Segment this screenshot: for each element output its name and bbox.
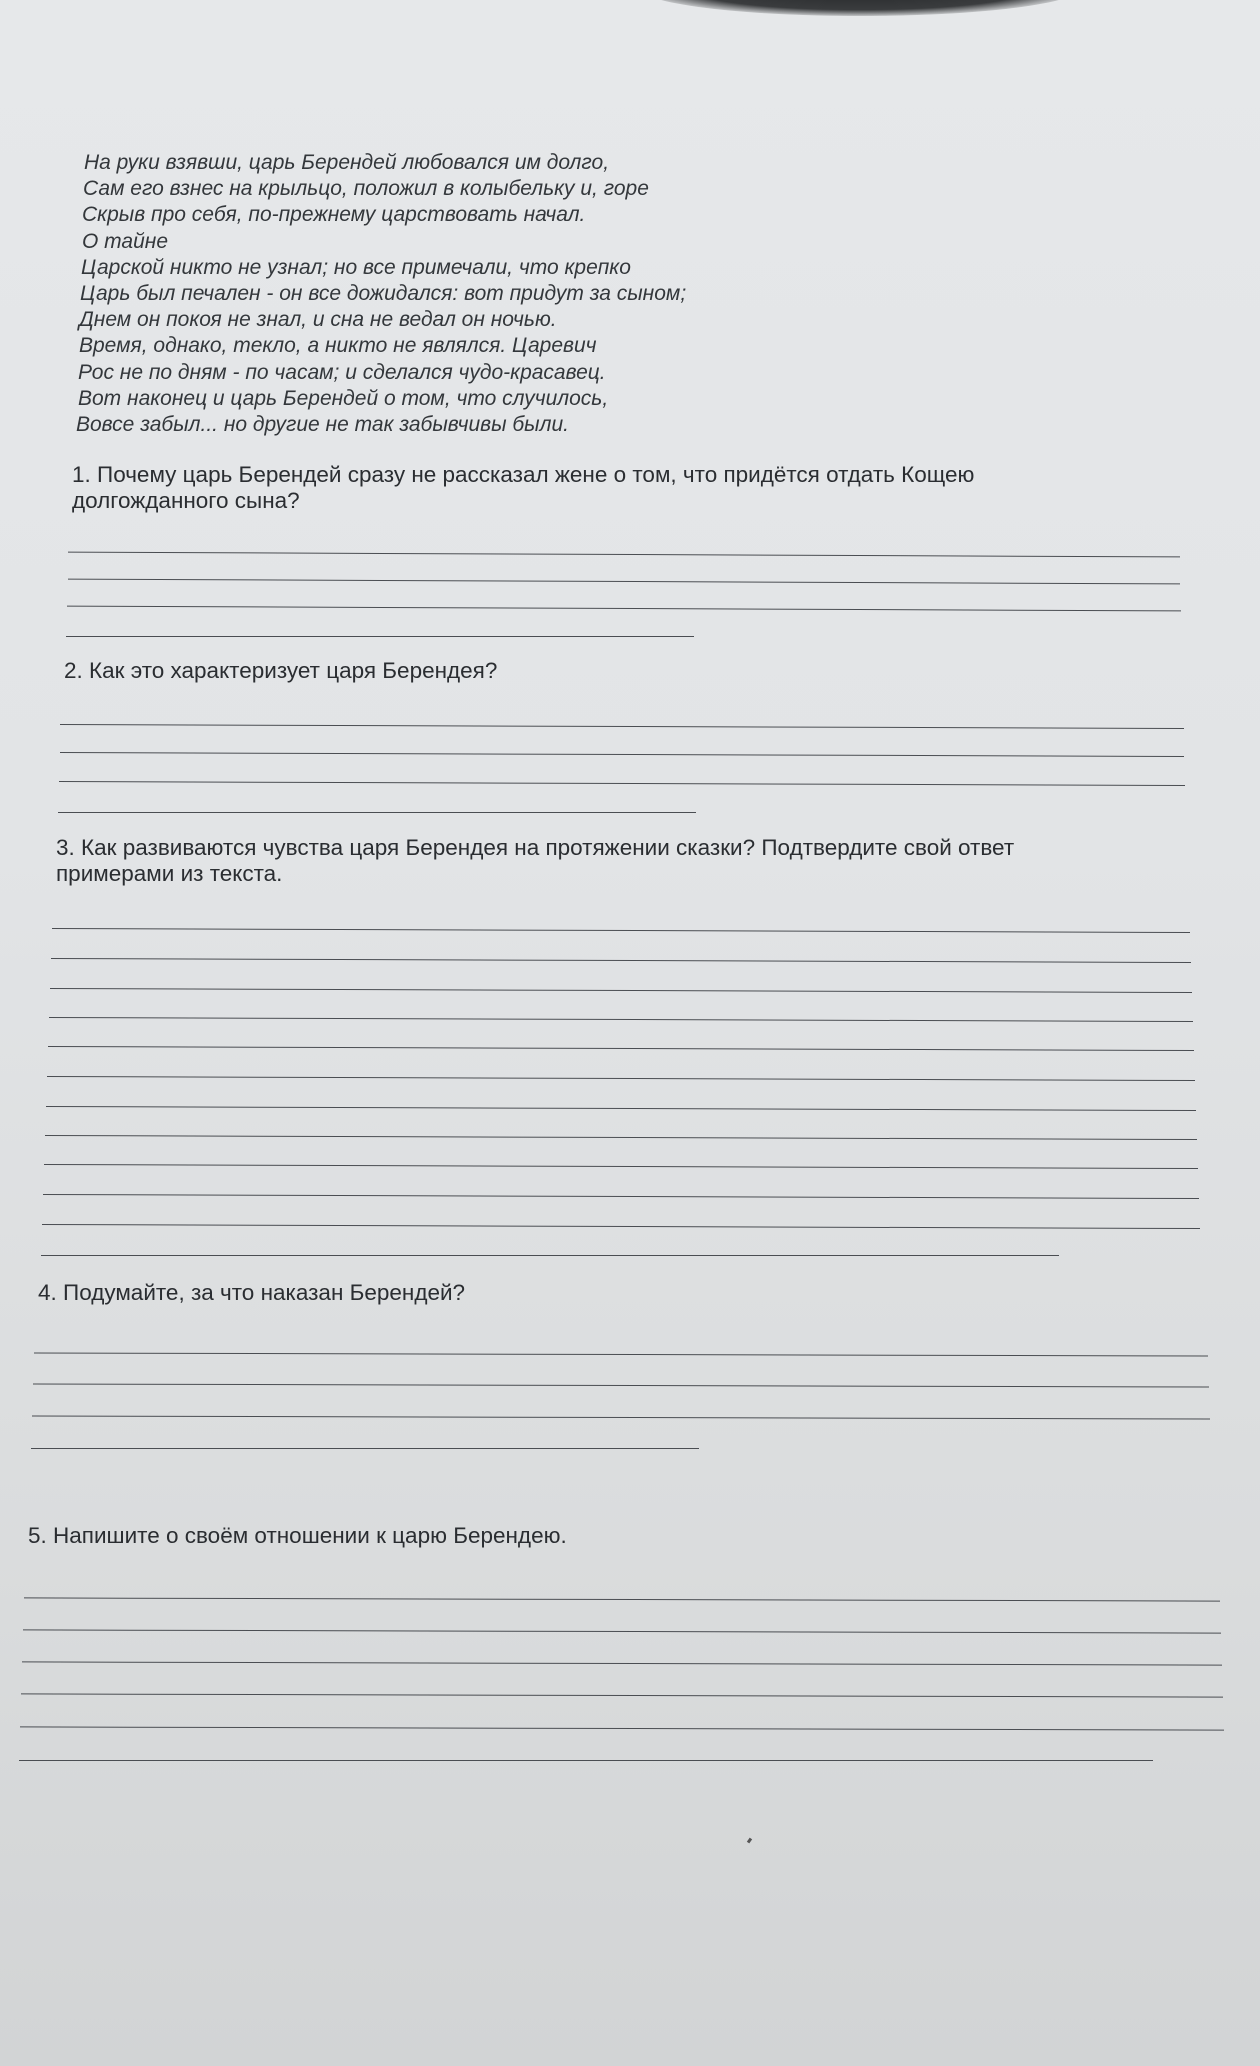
poem-line: Вот наконец и царь Берендей о том, что случилось, [78, 386, 609, 410]
answer-line[interactable] [67, 606, 1181, 612]
answer-line[interactable] [44, 1164, 1198, 1169]
answer-line[interactable] [45, 1135, 1197, 1140]
answer-line[interactable] [43, 1194, 1199, 1199]
question-5 [28, 1523, 1128, 1549]
poem-line: Скрыв про себя, по-прежнему царствовать начал. [82, 203, 586, 227]
answer-line[interactable] [24, 1597, 1220, 1601]
poem-line: Днем он покоя не знал, и сна не ведал он ночью. [79, 308, 557, 332]
answer-line[interactable] [66, 636, 694, 637]
answer-line[interactable] [46, 1106, 1196, 1111]
paper-speck [747, 1838, 752, 1844]
poem-line: О тайне [82, 229, 169, 253]
question-1 [72, 462, 1172, 514]
question-3 [56, 835, 1156, 887]
poem-line: Время, однако, текло, а никто не являлся. Царевич [79, 334, 597, 358]
question-2 [64, 658, 1164, 684]
answer-line[interactable] [52, 928, 1190, 933]
question-5-text: 5. Напишите о своём отношении к царю Берендею. [28, 1523, 567, 1548]
answer-line[interactable] [41, 1255, 1059, 1256]
poem-excerpt [78, 150, 978, 438]
answer-line[interactable] [68, 579, 1180, 585]
question-2-text: 2. Как это характеризует царя Берендея? [64, 658, 498, 683]
question-3-text: 3. Как развиваются чувства царя Берендея на протяжении сказки? Подтвердите свой ответ [56, 835, 1015, 860]
answer-line[interactable] [34, 1352, 1208, 1356]
poem-line: Рос не по дням - по часам; и сделался чудо-красавец. [78, 360, 606, 384]
question-4-text: 4. Подумайте, за что наказан Берендей? [38, 1280, 466, 1305]
answer-line[interactable] [49, 1017, 1193, 1022]
answer-line[interactable] [23, 1629, 1221, 1633]
question-1-text: 1. Почему царь Берендей сразу не рассказал жене о том, что придётся отдать Кощею [72, 462, 975, 487]
question-3-text-cont: примерами из текста. [56, 861, 283, 886]
question-1-text-cont: долгожданного сына? [72, 488, 300, 513]
answer-line[interactable] [19, 1760, 1153, 1761]
poem-line: На руки взявши, царь Берендей любовался им долго, [84, 151, 610, 174]
answer-line[interactable] [51, 958, 1191, 963]
answer-line[interactable] [48, 1046, 1194, 1051]
answer-line[interactable] [31, 1448, 699, 1449]
object-shadow [640, 0, 1080, 16]
answer-line[interactable] [58, 812, 696, 813]
answer-line[interactable] [60, 724, 1184, 729]
poem-line: Сам его взнес на крыльцо, положил в колыбельку и, горе [83, 177, 649, 201]
answer-line[interactable] [60, 752, 1184, 757]
answer-line[interactable] [68, 552, 1180, 558]
answer-line[interactable] [42, 1224, 1200, 1229]
answer-line[interactable] [20, 1726, 1224, 1730]
answer-line[interactable] [21, 1693, 1223, 1697]
answer-line[interactable] [32, 1415, 1210, 1419]
answer-line[interactable] [59, 781, 1185, 786]
answer-line[interactable] [47, 1076, 1195, 1081]
poem-line: Вовсе забыл... но другие не так забывчивы были. [76, 413, 569, 437]
question-4 [38, 1280, 1138, 1306]
poem-line: Царь был печален - он все дожидался: вот придут за сыном; [80, 282, 687, 306]
answer-line[interactable] [50, 988, 1192, 993]
answer-line[interactable] [33, 1383, 1209, 1387]
poem-line: Царской никто не узнал; но все примечали, что крепко [81, 255, 631, 279]
answer-line[interactable] [22, 1661, 1222, 1665]
